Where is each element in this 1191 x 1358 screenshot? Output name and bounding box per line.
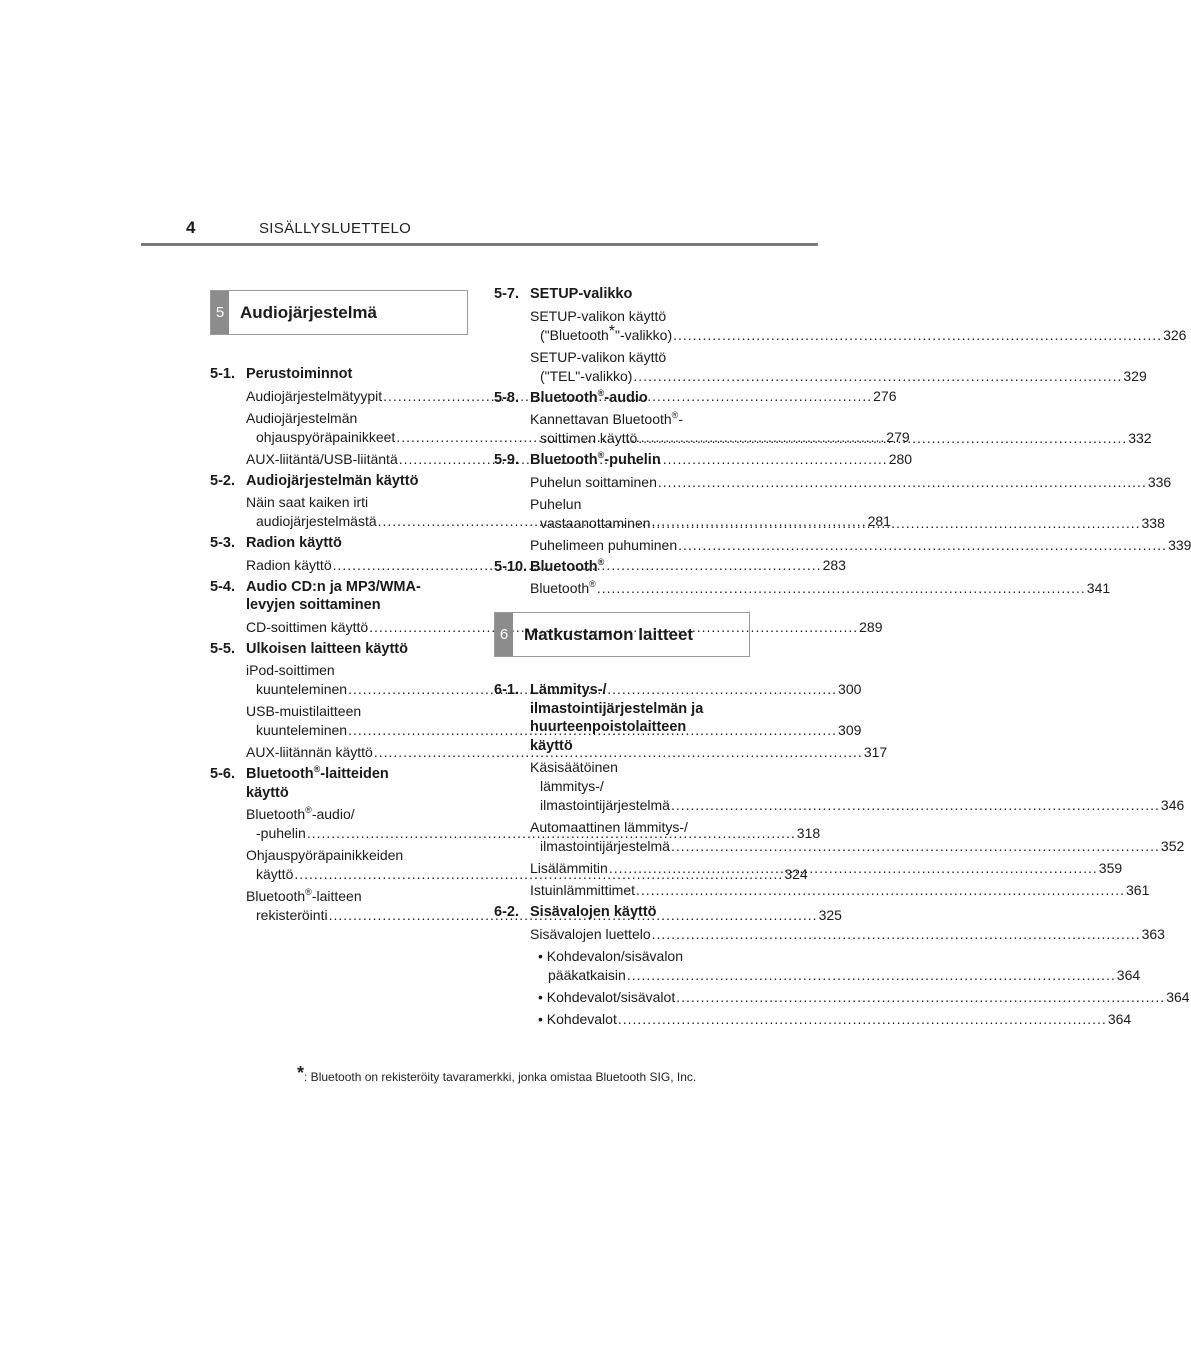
chapter-heading[interactable]: 5-9. Bluetooth®-puhelin <box>494 450 661 468</box>
page-header-title: SISÄLLYSLUETTELO <box>259 220 412 237</box>
section-header-5 <box>210 290 468 335</box>
chapter-heading[interactable]: 6-1. Lämmitys-/ ilmastointijärjestelmän ja huurteenpoistolaitteen käyttö <box>494 682 704 754</box>
section-number-tab: 6 <box>495 613 513 656</box>
toc-entry[interactable]: Bluetooth® ..... 341 <box>494 579 750 598</box>
toc-entry[interactable]: USB-muistilaitteen kuunteleminen ..... 309 <box>210 702 468 740</box>
toc-entry[interactable]: Ohjauspyöräpainikkeiden käyttö ..... 324 <box>210 846 468 884</box>
toc-entry[interactable]: Näin saat kaiken irti audiojärjestelmästä ..... 281 <box>210 493 468 531</box>
toc-subentry[interactable]: • Kohdevalot ..... 364 <box>494 1010 750 1029</box>
toc-entry[interactable]: Puhelimeen puhuminen ..... 339 <box>494 536 750 555</box>
toc-entry[interactable]: Bluetooth®-audio/ -puhelin ..... 318 <box>210 805 468 843</box>
chapter-heading[interactable]: 5-4. Audio CD:n ja MP3/WMA- levyjen soittaminen <box>210 578 421 613</box>
toc-entry[interactable]: iPod-soittimen kuunteleminen ..... 300 <box>210 661 468 699</box>
toc-entry[interactable]: AUX-liitännän käyttö ..... 317 <box>210 743 468 762</box>
toc-entry[interactable]: Kannettavan Bluetooth®- soittimen käyttö ..... 332 <box>494 410 750 448</box>
header-rule <box>141 243 818 246</box>
toc-entry[interactable]: Puhelun soittaminen ..... 336 <box>494 473 750 492</box>
chapter-heading[interactable]: 5-7. SETUP-valikko <box>494 286 633 302</box>
toc-entry[interactable]: Automaattinen lämmitys-/ ilmastointijärjestelmä ..... 352 <box>494 818 750 856</box>
footnote <box>297 1063 696 1084</box>
page-number: 4 <box>186 218 196 237</box>
toc-entry[interactable]: CD-soittimen käyttö ..... 289 <box>210 618 468 637</box>
chapter-heading[interactable]: 5-3. Radion käyttö <box>210 535 342 551</box>
footnote-text: : Bluetooth on rekisteröity tavaramerkki, jonka omistaa Bluetooth SIG, Inc. <box>304 1070 697 1084</box>
toc-entry[interactable]: SETUP-valikon käyttö ("TEL"-valikko) ..... 329 <box>494 348 750 386</box>
section-title: Audiojärjestelmä <box>240 302 377 322</box>
toc-entry[interactable]: Bluetooth®-laitteen rekisteröinti ..... 325 <box>210 887 468 925</box>
toc-entry[interactable]: AUX-liitäntä/USB-liitäntä ..... 280 <box>210 450 468 469</box>
toc-subentry[interactable]: • Kohdevalon/sisävalon pääkatkaisin ..... 364 <box>494 947 750 985</box>
chapter-heading[interactable]: 6-2. Sisävalojen käyttö <box>494 904 657 920</box>
section-title: Matkustamon laitteet <box>524 624 694 644</box>
toc-entry[interactable]: Sisävalojen luettelo ..... 363 <box>494 925 750 944</box>
toc-entry[interactable]: Audiojärjestelmän ohjauspyöräpainikkeet ..... 279 <box>210 409 468 447</box>
toc-entry[interactable]: SETUP-valikon käyttö ("Bluetooth*"-valikko) ..... 326 <box>494 307 750 345</box>
toc-entry[interactable]: Lisälämmitin ..... 359 <box>494 859 750 878</box>
chapter-heading[interactable]: 5-5. Ulkoisen laitteen käyttö <box>210 640 408 657</box>
toc-entry[interactable]: Käsisäätöinen lämmitys-/ ilmastointijärjestelmä ..... 346 <box>494 758 750 815</box>
section-header-6 <box>494 612 750 657</box>
toc-entry[interactable]: Istuinlämmittimet ..... 361 <box>494 881 750 900</box>
chapter-heading[interactable]: 5-6. Bluetooth®-laitteiden käyttö <box>210 764 389 801</box>
section-number-tab: 5 <box>211 291 229 334</box>
toc-entry[interactable]: Radion käyttö ..... 283 <box>210 556 468 575</box>
chapter-heading[interactable]: 5-1. Perustoiminnot <box>210 366 353 382</box>
toc-entry[interactable]: Puhelun vastaanottaminen ..... 338 <box>494 495 750 533</box>
chapter-heading[interactable]: 5-10. Bluetooth® <box>494 556 605 575</box>
toc-subentry[interactable]: • Kohdevalot/sisävalot ..... 364 <box>494 988 750 1007</box>
chapter-heading[interactable]: 5-8. Bluetooth®-audio <box>494 387 648 406</box>
toc-entry[interactable]: Audiojärjestelmätyypit ..... 276 <box>210 387 468 406</box>
footnote-star: * <box>297 1063 305 1083</box>
chapter-heading[interactable]: 5-2. Audiojärjestelmän käyttö <box>210 472 419 489</box>
